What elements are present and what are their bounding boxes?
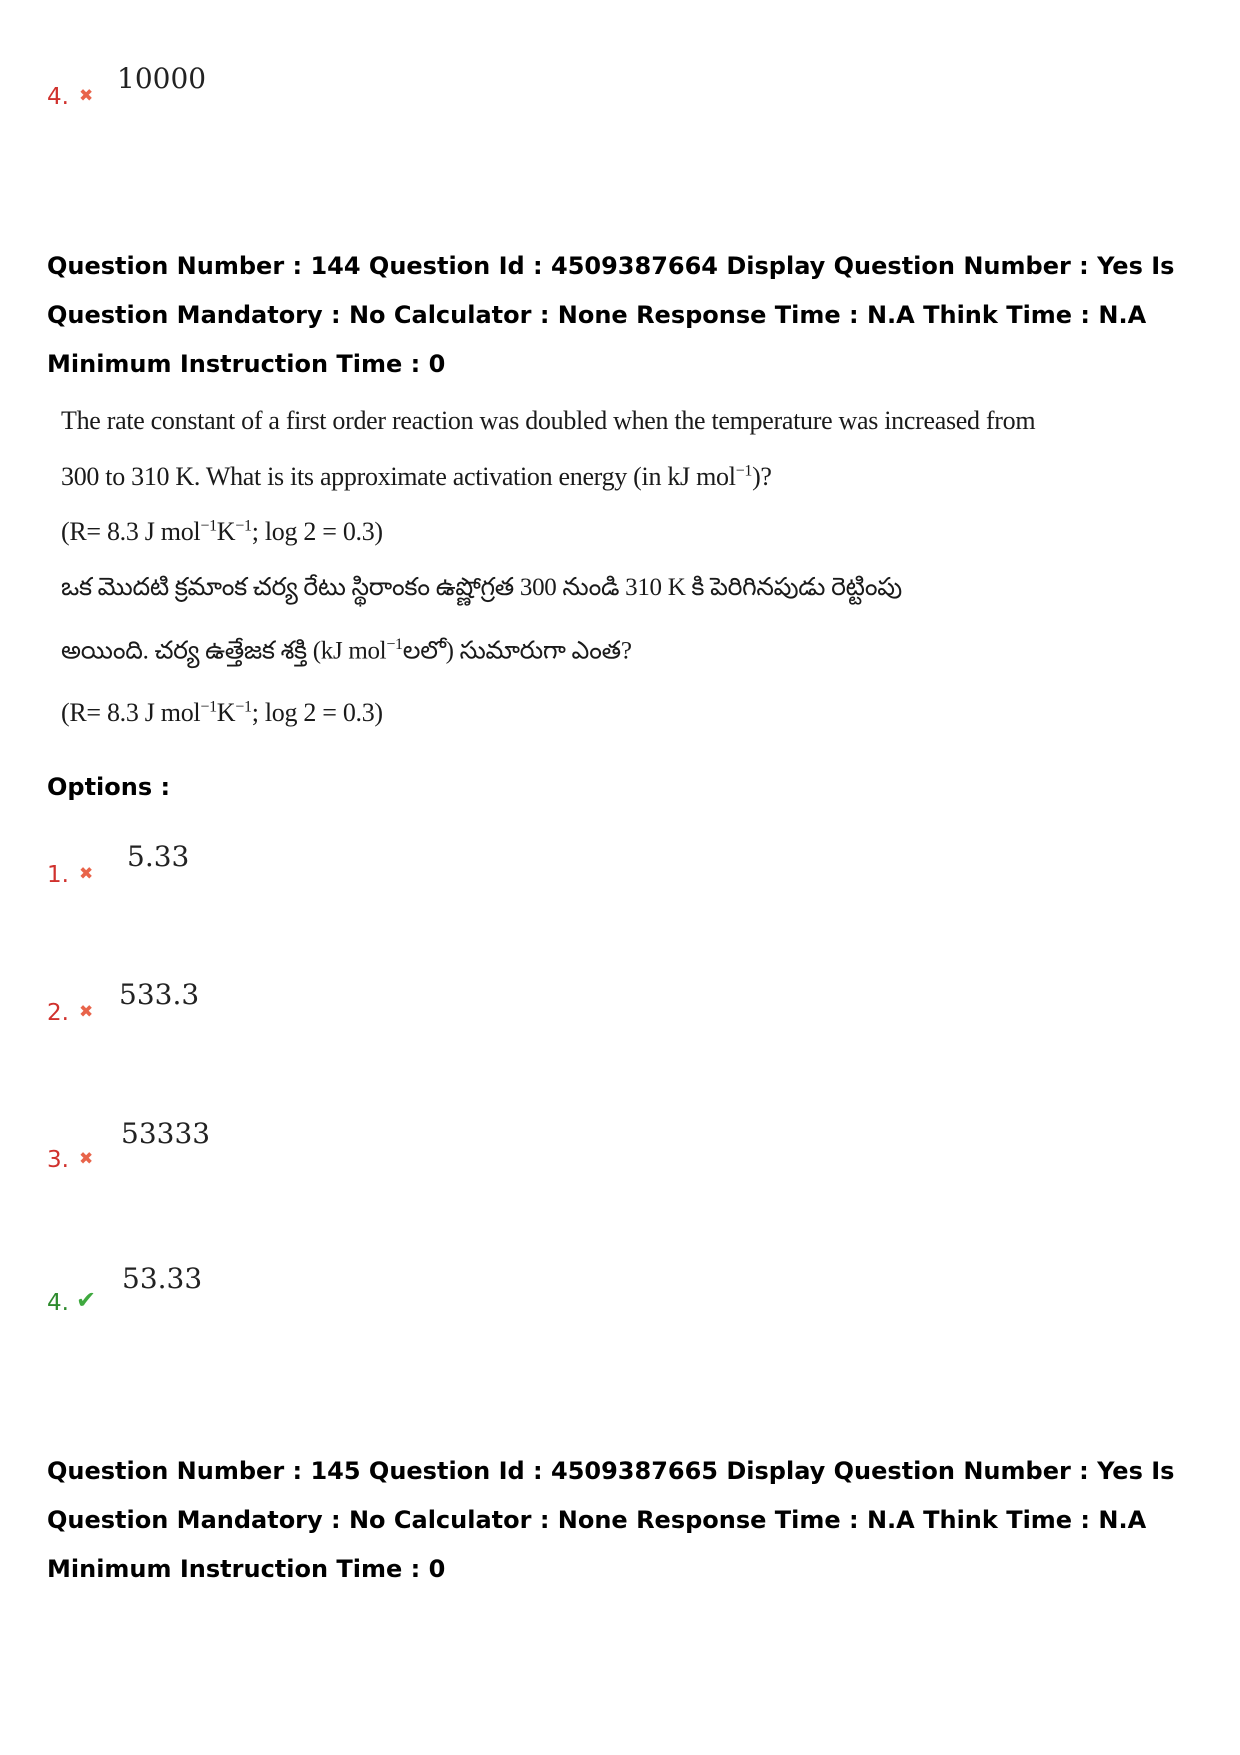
option-2 — [47, 978, 267, 1040]
cross-icon: ✖ — [79, 1002, 94, 1022]
question-144-meta: Question Number : 144 Question Id : 4509387664 Display Question Number : Yes Is Question Mandatory : No Calculator : None Response Time : N.A Think Time : N.A Minimum Instruction Time : 0 — [47, 252, 1175, 378]
option-value: 10000 — [117, 62, 207, 95]
options-label: Options : — [47, 773, 171, 801]
option-number: 3. — [47, 1147, 69, 1173]
option-number: 4. — [47, 84, 69, 110]
question-text-en-line2: 300 to 310 K. What is its approximate activation energy (in kJ mol$^{-1}$)? — [61, 462, 772, 491]
question-given-te: (R= 8.3 J $mol^{-1}K^{-1}$; log 2 = 0.3) — [61, 698, 383, 727]
option-value: 53.33 — [122, 1262, 203, 1295]
question-text-en-line1: The rate constant of a first order reaction was doubled when the temperature was increased from — [61, 406, 1036, 435]
option-number: 2. — [47, 1000, 69, 1026]
option-4 — [47, 1262, 267, 1330]
option-number: 4. — [47, 1290, 69, 1316]
cross-icon: ✖ — [79, 1149, 94, 1169]
cross-icon: ✖ — [79, 86, 94, 106]
check-icon: ✔ — [76, 1286, 97, 1314]
option-value: 53333 — [121, 1117, 211, 1150]
prev-option-4 — [47, 62, 247, 124]
option-value: 533.3 — [119, 978, 200, 1011]
question-text-te-line2: అయింది. చర్య ఉత్తేజక శక్తి (kJ mol$^{-1}$లలో) సుమారుగా ఎంత? — [61, 636, 632, 665]
question-text-te-line1: ఒక మొదటి క్రమాంక చర్య రేటు స్థిరాంకం ఉష్ణోగ్రత 300 నుండి 310 K కి పెరిగినపుడు రెట్టింపు — [61, 574, 902, 601]
question-145-meta: Question Number : 145 Question Id : 4509387665 Display Question Number : Yes Is Question Mandatory : No Calculator : None Response Time : N.A Think Time : N.A Minimum Instruction Time : 0 — [47, 1457, 1175, 1583]
option-1 — [47, 840, 267, 902]
option-3 — [47, 1117, 267, 1187]
cross-icon: ✖ — [79, 864, 94, 884]
question-given-en: (R= 8.3 J $mol^{-1}K^{-1}$; log 2 = 0.3) — [61, 517, 383, 546]
option-number: 1. — [47, 862, 69, 888]
option-value: 5.33 — [127, 840, 190, 873]
